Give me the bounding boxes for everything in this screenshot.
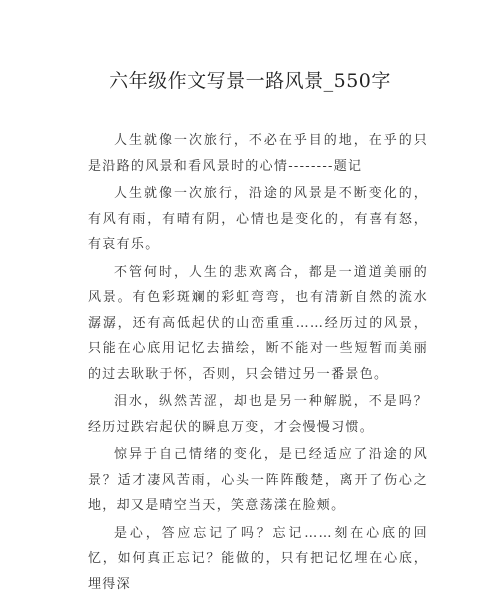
document-body	[88, 128, 428, 599]
document-title: 六年级作文写景一路风景_550字	[109, 70, 391, 92]
paragraph: 不管何时，人生的悲欢离合，都是一道道美丽的风景。有色彩斑斓的彩虹弯弯，也有清新自然的流水潺潺，还有高低起伏的山峦重重……经历过的风景，只能在心底用记忆去描绘，断不能对一些短暂而美丽的过去耿耿于怀，否则，只会错过另一番景色。	[88, 264, 428, 382]
paragraph: 泪水，纵然苦涩，却也是另一种解脱，不是吗？经历过跌宕起伏的瞬息万变，才会慢慢习惯。	[88, 394, 428, 435]
paragraph: 人生就像一次旅行，沿途的风景是不断变化的，有风有雨，有晴有阴，心情也是变化的，有喜有怒，有哀有乐。	[88, 186, 428, 252]
paragraph: 是心，答应忘记了吗？忘记……刻在心底的回忆，如何真正忘记？能做的，只有把记忆埋在心底，埋得深	[88, 525, 428, 592]
paragraph-epigraph: 人生就像一次旅行，不必在乎目的地，在乎的只是沿路的风景和看风景时的心情--------题记	[88, 133, 428, 174]
paragraph: 惊异于自己情绪的变化，是已经适应了沿途的风景？适才凄风苦雨，心头一阵阵酸楚，离开了伤心之地，却又是晴空当天，笑意荡漾在脸颊。	[88, 447, 428, 513]
